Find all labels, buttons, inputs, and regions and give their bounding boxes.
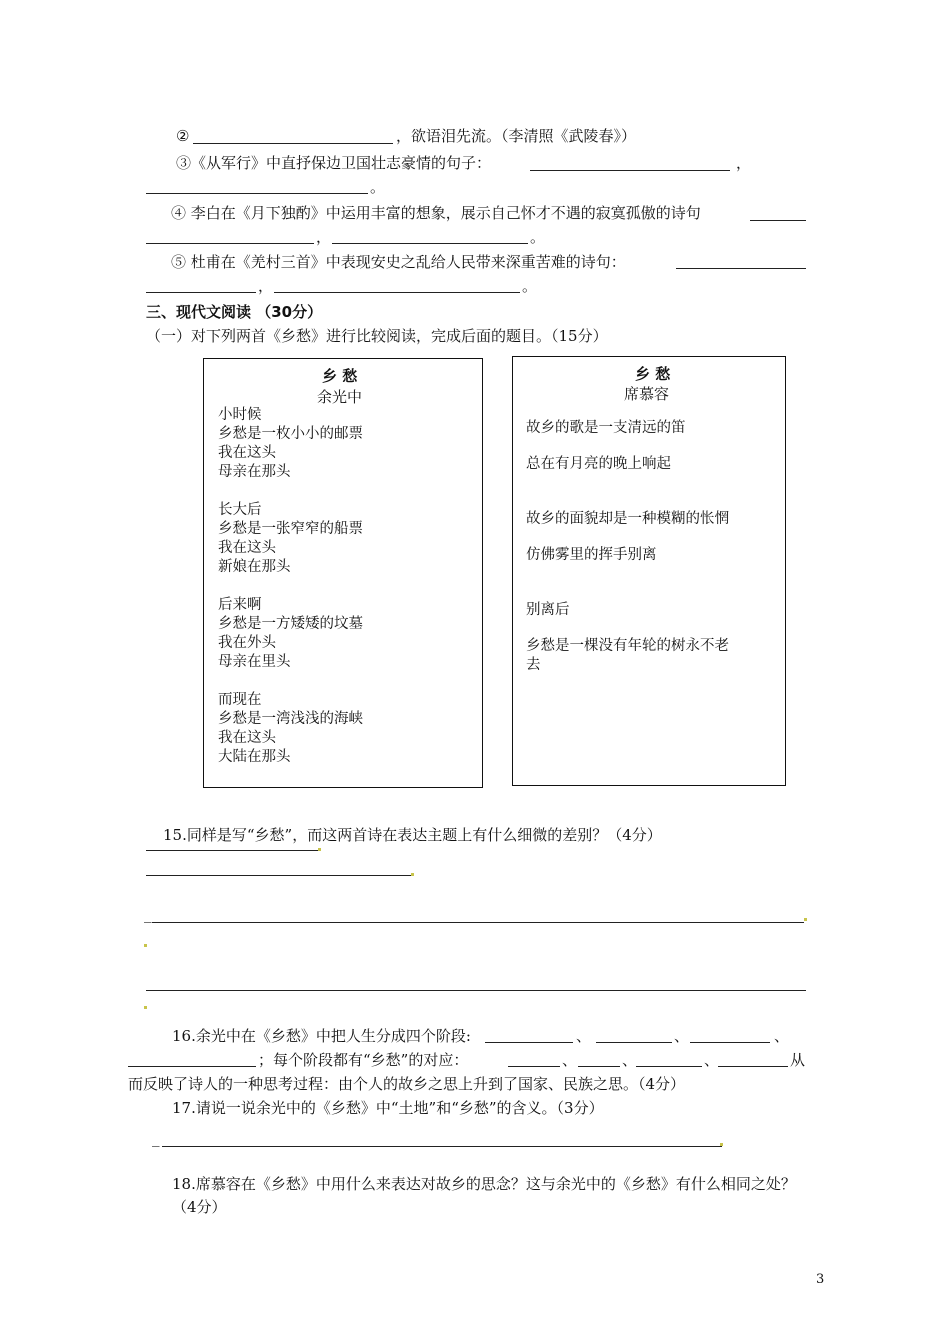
item4-comma: ，: [316, 228, 332, 246]
marker-dot: [144, 1006, 147, 1009]
poem1-line: 我在外头: [218, 635, 276, 651]
poem1-author: 余光中: [317, 388, 363, 406]
poem2-box: [512, 356, 786, 786]
poem1-title: 乡 愁: [322, 367, 358, 385]
poem2-line-3: 故乡的面貌却是一种模糊的怅惘: [526, 511, 729, 527]
poem2-line-6: 乡愁是一棵没有年轮的树永不老: [526, 638, 729, 654]
q15-dash: _: [144, 905, 152, 923]
item4-end: 。: [530, 228, 546, 246]
marker-dot: [804, 918, 807, 921]
q16-blank-7[interactable]: [636, 1066, 702, 1067]
q16-blank-3[interactable]: [690, 1042, 770, 1043]
q16-text-c: 而反映了诗人的一种思考过程：由个人的故乡之思上升到了国家、民族之思。（4分）: [128, 1075, 686, 1093]
q16-blank-8[interactable]: [718, 1066, 788, 1067]
q16-blank-6[interactable]: [578, 1066, 620, 1067]
item3-comma: ，: [736, 154, 752, 172]
poem1-line: 乡愁是一张窄窄的船票: [218, 521, 363, 537]
q17-text: 17.请说一说余光中的《乡愁》中“土地”和“乡愁”的含义。（3分）: [172, 1099, 604, 1117]
poem1-line: 小时候: [218, 407, 262, 423]
poem1-line: 而现在: [218, 692, 262, 708]
item5-blank-3[interactable]: [274, 292, 520, 293]
q16-text-a: 16.余光中在《乡愁》中把人生分成四个阶段:: [172, 1027, 471, 1045]
q18-text-a: 18.席慕容在《乡愁》中用什么来表达对故乡的思念？这与余光中的《乡愁》有什么相同之处？: [172, 1175, 796, 1193]
poem1-line: 后来啊: [218, 597, 262, 613]
item5-blank-1[interactable]: [676, 268, 806, 269]
q16-blank-1[interactable]: [485, 1042, 573, 1043]
item4-prompt: ④ 李白在《月下独酌》中运用丰富的想象，展示自己怀才不遇的寂寞孤傲的诗句: [171, 204, 701, 222]
q16-sep: 、: [576, 1027, 592, 1045]
q15-blank-1[interactable]: [146, 850, 320, 851]
q16-sep: 、: [622, 1051, 638, 1069]
poem1-line: 乡愁是一湾浅浅的海峡: [218, 711, 363, 727]
item2-blank[interactable]: [193, 143, 393, 144]
item3-end: 。: [370, 178, 386, 196]
item5-prompt: ⑤ 杜甫在《羌村三首》中表现安史之乱给人民带来深重苦难的诗句：: [171, 253, 626, 271]
marker-dot: [318, 848, 321, 851]
q16-from: 从: [790, 1051, 806, 1069]
item4-blank-1[interactable]: [750, 220, 806, 221]
poem1-box: [203, 358, 483, 788]
q17-blank[interactable]: [162, 1146, 722, 1147]
poem1-line: 母亲在里头: [218, 654, 291, 670]
poem2-line-1: 故乡的歌是一支清远的笛: [526, 420, 686, 436]
poem2-author: 席慕容: [624, 385, 670, 403]
poem1-stanza-break: [218, 672, 363, 691]
item5-comma: ，: [258, 277, 274, 295]
marker-dot: [144, 944, 147, 947]
item4-blank-3[interactable]: [332, 243, 528, 244]
q18-text-b: （4分）: [172, 1198, 227, 1216]
poem2-line-5: 别离后: [526, 602, 570, 618]
q17-dash: _: [152, 1129, 160, 1147]
section-heading: 三、现代文阅读 （30分）: [146, 303, 323, 321]
poem1-line: 我在这头: [218, 445, 276, 461]
poem1-line: 我在这头: [218, 730, 276, 746]
q16-blank-4[interactable]: [128, 1066, 256, 1067]
q15-blank-3[interactable]: [152, 922, 804, 923]
q16-text-b: ；每个阶段都有“乡愁”的对应：: [258, 1051, 469, 1069]
q16-blank-2[interactable]: [596, 1042, 672, 1043]
poem1-line: 我在这头: [218, 540, 276, 556]
poem2-line-2: 总在有月亮的晚上响起: [526, 456, 671, 472]
poem2-title: 乡 愁: [635, 365, 671, 383]
item5-end: 。: [522, 277, 538, 295]
q16-blank-5[interactable]: [508, 1066, 560, 1067]
poem1-line: 乡愁是一枚小小的邮票: [218, 426, 363, 442]
marker-dot: [720, 1143, 723, 1146]
section-intro: （一）对下列两首《乡愁》进行比较阅读，完成后面的题目。（15分）: [146, 327, 608, 345]
q16-sep: 、: [774, 1027, 790, 1045]
poem1-stanza-break: [218, 482, 363, 501]
q16-sep: 、: [674, 1027, 690, 1045]
poem1-stanza-break: [218, 577, 363, 596]
item5-blank-2[interactable]: [146, 292, 256, 293]
item2-text: ，欲语泪先流。（李清照《武陵春》）: [396, 127, 637, 145]
poem1-line: 母亲在那头: [218, 464, 291, 480]
q15-blank-4[interactable]: [146, 990, 806, 991]
poem1-body: [218, 406, 363, 767]
poem2-line-4: 仿佛雾里的挥手别离: [526, 547, 657, 563]
q16-sep: 、: [562, 1051, 578, 1069]
item3-blank-1[interactable]: [530, 170, 730, 171]
page-number: 3: [816, 1272, 825, 1287]
poem1-line: 乡愁是一方矮矮的坟墓: [218, 616, 363, 632]
poem1-line: 大陆在那头: [218, 749, 291, 765]
poem2-line-7: 去: [526, 657, 541, 673]
item3-prompt: ③《从军行》中直抒保边卫国壮志豪情的句子：: [176, 154, 492, 172]
q15-text: 15.同样是写“乡愁”，而这两首诗在表达主题上有什么细微的差别？（4分）: [163, 826, 662, 844]
q16-sep: 、: [704, 1051, 720, 1069]
poem1-line: 长大后: [218, 502, 262, 518]
poem1-line: 新娘在那头: [218, 559, 291, 575]
marker-dot: [411, 873, 414, 876]
item3-blank-2[interactable]: [146, 193, 368, 194]
item4-blank-2[interactable]: [146, 243, 314, 244]
q15-blank-2[interactable]: [146, 875, 412, 876]
item2-marker: ②: [176, 127, 190, 145]
